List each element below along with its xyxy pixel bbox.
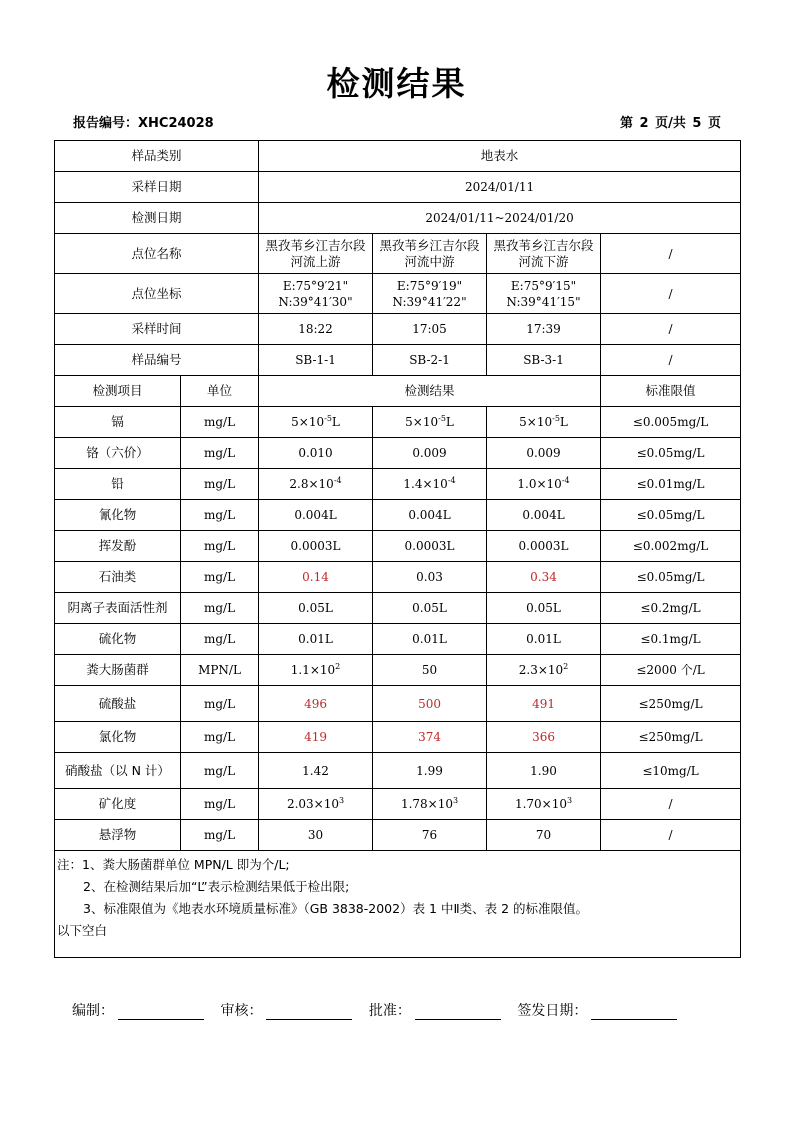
result-value-base: 0.01L xyxy=(412,632,447,646)
sample-no-3: SB-3-1 xyxy=(487,345,601,376)
result-value-base: 1.4×10 xyxy=(403,477,448,491)
result-value-exponent: -4 xyxy=(447,476,456,485)
result-value-base: 0.05L xyxy=(412,601,447,615)
site-name-2 xyxy=(373,234,487,274)
result-limit: ≤0.1mg/L xyxy=(601,624,741,655)
sample-date-value: 2024/01/11 xyxy=(259,172,741,203)
site-name-1 xyxy=(259,234,373,274)
result-value-base: 0.01L xyxy=(526,632,561,646)
sample-time-row xyxy=(55,314,741,345)
result-limit: ≤0.005mg/L xyxy=(601,407,741,438)
result-value-base: 2.8×10 xyxy=(289,477,334,491)
result-limit: ≤2000 个/L xyxy=(601,655,741,686)
result-value xyxy=(259,753,373,789)
result-unit: mg/L xyxy=(181,407,259,438)
result-value-base: 0.009 xyxy=(526,446,561,460)
result-value-exponent: 2 xyxy=(335,662,341,671)
result-row xyxy=(55,407,741,438)
note-3: 3、标准限值为《地表水环境质量标准》（GB 3838-2002）表 1 中Ⅱ类、表 2 的标准限值。 xyxy=(83,901,589,916)
result-unit: mg/L xyxy=(181,686,259,722)
sample-time-slash: / xyxy=(601,314,741,345)
sig-issue-date xyxy=(517,1000,677,1020)
result-value xyxy=(259,820,373,851)
result-unit: mg/L xyxy=(181,438,259,469)
site-name-row xyxy=(55,234,741,274)
result-limit: ≤0.002mg/L xyxy=(601,531,741,562)
result-value xyxy=(373,655,487,686)
result-limit: ≤0.05mg/L xyxy=(601,500,741,531)
result-value xyxy=(487,407,601,438)
result-value xyxy=(259,469,373,500)
result-value xyxy=(373,753,487,789)
result-value-exponent: -5 xyxy=(438,414,446,423)
result-value-base: 1.0×10 xyxy=(517,477,562,491)
sample-time-3: 17:39 xyxy=(487,314,601,345)
sample-type-label: 样品类别 xyxy=(55,141,259,172)
notes xyxy=(55,851,741,958)
result-value-exponent: 3 xyxy=(566,796,573,805)
result-value xyxy=(487,500,601,531)
test-date-label: 检测日期 xyxy=(55,203,259,234)
result-value xyxy=(373,500,487,531)
result-value xyxy=(373,438,487,469)
result-value-base: 50 xyxy=(421,663,438,677)
result-unit: mg/L xyxy=(181,593,259,624)
result-value xyxy=(373,820,487,851)
result-value xyxy=(487,686,601,722)
sig-approver-line xyxy=(415,1005,501,1020)
site-name-slash: / xyxy=(601,234,741,274)
result-value xyxy=(487,562,601,593)
header-unit: 单位 xyxy=(181,376,259,407)
result-value-base: 5×10 xyxy=(291,415,325,429)
result-row xyxy=(55,686,741,722)
result-value-suffix: L xyxy=(445,415,454,429)
result-value xyxy=(487,624,601,655)
result-value-base: 374 xyxy=(418,730,441,744)
result-value-base: 0.05L xyxy=(526,601,561,615)
result-value xyxy=(373,789,487,820)
sig-approver xyxy=(369,1000,501,1020)
result-item: 石油类 xyxy=(55,562,181,593)
result-value-base: 1.70×10 xyxy=(514,797,567,811)
result-item: 硫化物 xyxy=(55,624,181,655)
result-value-exponent: -4 xyxy=(561,476,570,485)
site-name-1-line1: 黑孜苇乡江吉尔段 xyxy=(265,237,366,253)
result-value xyxy=(373,593,487,624)
sample-type-row xyxy=(55,141,741,172)
result-value-base: 0.009 xyxy=(412,446,447,460)
sig-reviewer-label: 审核： xyxy=(220,1003,263,1019)
sample-no-1: SB-1-1 xyxy=(259,345,373,376)
sig-reviewer xyxy=(220,1000,352,1020)
site-name-3-line1: 黑孜苇乡江吉尔段 xyxy=(493,237,594,253)
result-value-exponent: -5 xyxy=(324,414,332,423)
result-value-base: 1.90 xyxy=(530,763,557,778)
page-suffix: 页 xyxy=(707,116,721,131)
sample-no-slash: / xyxy=(601,345,741,376)
result-row xyxy=(55,789,741,820)
result-value-base: 2.3×10 xyxy=(518,663,564,677)
result-value xyxy=(259,655,373,686)
result-row xyxy=(55,469,741,500)
result-value-base: 76 xyxy=(421,828,438,842)
signature-footer xyxy=(72,1000,732,1020)
result-value-base: 0.0003L xyxy=(518,539,569,553)
result-value xyxy=(487,531,601,562)
result-unit: mg/L xyxy=(181,624,259,655)
page-indicator xyxy=(620,112,721,131)
result-limit: ≤250mg/L xyxy=(601,686,741,722)
test-date-row xyxy=(55,203,741,234)
result-value-base: 1.78×10 xyxy=(400,797,453,811)
notes-row xyxy=(55,851,741,958)
result-value-base: 0.010 xyxy=(298,446,333,460)
result-row xyxy=(55,624,741,655)
result-value-exponent: -4 xyxy=(333,476,342,485)
page-total: 5 xyxy=(692,116,702,131)
results-table xyxy=(54,140,741,958)
result-item: 铬（六价） xyxy=(55,438,181,469)
result-value-base: 0.03 xyxy=(416,570,443,584)
results-header-row xyxy=(55,376,741,407)
page-separator: 页/共 xyxy=(655,116,686,131)
result-value xyxy=(373,686,487,722)
result-value-suffix: L xyxy=(331,415,340,429)
result-value-base: 491 xyxy=(532,696,555,711)
result-item: 硝酸盐（以 N 计） xyxy=(55,753,181,789)
result-value-base: 0.004L xyxy=(522,508,565,522)
site-coord-3-n: N:39°41′15" xyxy=(506,294,581,309)
sig-issue-date-label: 签发日期： xyxy=(517,1003,588,1019)
result-unit: mg/L xyxy=(181,753,259,789)
result-value-exponent: -5 xyxy=(552,414,560,423)
result-row xyxy=(55,531,741,562)
result-value-base: 1.42 xyxy=(302,763,329,778)
result-unit: mg/L xyxy=(181,562,259,593)
result-unit: mg/L xyxy=(181,500,259,531)
page-title: 检测结果 xyxy=(326,64,467,103)
site-name-label: 点位名称 xyxy=(55,234,259,274)
result-row xyxy=(55,820,741,851)
result-item: 悬浮物 xyxy=(55,820,181,851)
sample-type-value: 地表水 xyxy=(259,141,741,172)
sample-no-label: 样品编号 xyxy=(55,345,259,376)
result-item: 矿化度 xyxy=(55,789,181,820)
site-coord-3-e: E:75°9′15" xyxy=(510,278,577,293)
result-row xyxy=(55,593,741,624)
result-value xyxy=(259,624,373,655)
site-name-2-line1: 黑孜苇乡江吉尔段 xyxy=(379,237,480,253)
result-value-base: 0.05L xyxy=(298,601,333,615)
result-value xyxy=(487,469,601,500)
result-value-base: 70 xyxy=(535,828,552,842)
result-row xyxy=(55,500,741,531)
site-name-1-line2: 河流上游 xyxy=(290,253,341,269)
page-current: 2 xyxy=(639,116,649,131)
note-blank-below: 以下空白 xyxy=(57,923,108,938)
result-value xyxy=(487,722,601,753)
site-coord-1 xyxy=(259,274,373,314)
result-row xyxy=(55,438,741,469)
result-unit: mg/L xyxy=(181,789,259,820)
result-limit: ≤250mg/L xyxy=(601,722,741,753)
result-item: 氯化物 xyxy=(55,722,181,753)
result-item: 镉 xyxy=(55,407,181,438)
result-value xyxy=(259,500,373,531)
page-prefix: 第 xyxy=(620,116,634,131)
result-row xyxy=(55,753,741,789)
result-limit: ≤0.2mg/L xyxy=(601,593,741,624)
sample-time-2: 17:05 xyxy=(373,314,487,345)
result-value-base: 419 xyxy=(304,730,327,744)
site-coord-1-n: N:39°41′30" xyxy=(278,294,353,309)
result-value xyxy=(373,722,487,753)
result-value xyxy=(259,531,373,562)
result-value-base: 1.1×10 xyxy=(290,663,336,677)
result-value-base: 0.004L xyxy=(408,508,451,522)
sig-editor xyxy=(72,1000,204,1020)
result-row xyxy=(55,722,741,753)
result-row xyxy=(55,655,741,686)
result-value xyxy=(259,593,373,624)
sig-reviewer-line xyxy=(266,1005,352,1020)
site-coord-label: 点位坐标 xyxy=(55,274,259,314)
note-1: 注：1、粪大肠菌群单位 MPN/L 即为个/L; xyxy=(57,857,290,872)
result-unit: MPN/L xyxy=(181,655,259,686)
site-name-3-line2: 河流下游 xyxy=(518,253,569,269)
result-item: 阴离子表面活性剂 xyxy=(55,593,181,624)
sig-issue-date-line xyxy=(591,1005,677,1020)
result-value xyxy=(259,407,373,438)
site-coord-1-e: E:75°9′21" xyxy=(282,278,349,293)
site-coord-2-e: E:75°9′19" xyxy=(396,278,463,293)
header-limit: 标准限值 xyxy=(601,376,741,407)
note-2: 2、在检测结果后加“L”表示检测结果低于检出限; xyxy=(83,879,350,894)
sample-date-row xyxy=(55,172,741,203)
result-item: 氰化物 xyxy=(55,500,181,531)
sample-date-label: 采样日期 xyxy=(55,172,259,203)
result-value xyxy=(259,686,373,722)
result-row xyxy=(55,562,741,593)
site-coord-row xyxy=(55,274,741,314)
result-value-base: 5×10 xyxy=(519,415,553,429)
sig-editor-line xyxy=(118,1005,204,1020)
header-result: 检测结果 xyxy=(259,376,601,407)
result-value-exponent: 3 xyxy=(452,796,459,805)
header-item: 检测项目 xyxy=(55,376,181,407)
result-rows xyxy=(55,407,741,851)
result-value xyxy=(487,820,601,851)
result-value-base: 1.99 xyxy=(416,763,443,778)
result-limit: / xyxy=(601,789,741,820)
result-limit: / xyxy=(601,820,741,851)
result-unit: mg/L xyxy=(181,722,259,753)
result-value xyxy=(259,562,373,593)
sample-no-2: SB-2-1 xyxy=(373,345,487,376)
site-coord-slash: / xyxy=(601,274,741,314)
result-value xyxy=(259,722,373,753)
result-value-base: 500 xyxy=(418,696,441,711)
result-value xyxy=(487,789,601,820)
sample-time-label: 采样时间 xyxy=(55,314,259,345)
result-value xyxy=(373,562,487,593)
result-value xyxy=(373,407,487,438)
result-value xyxy=(373,624,487,655)
result-value xyxy=(373,531,487,562)
result-value-base: 0.34 xyxy=(530,570,557,584)
site-name-3 xyxy=(487,234,601,274)
result-unit: mg/L xyxy=(181,469,259,500)
sample-time-1: 18:22 xyxy=(259,314,373,345)
site-coord-3 xyxy=(487,274,601,314)
report-number: 报告编号：XHC24028 xyxy=(73,116,214,131)
sample-no-row xyxy=(55,345,741,376)
result-item: 粪大肠菌群 xyxy=(55,655,181,686)
result-value xyxy=(373,469,487,500)
site-coord-2 xyxy=(373,274,487,314)
result-value-base: 2.03×10 xyxy=(286,797,339,811)
result-value-base: 5×10 xyxy=(405,415,439,429)
result-value xyxy=(487,753,601,789)
result-item: 挥发酚 xyxy=(55,531,181,562)
result-value-base: 0.0003L xyxy=(404,539,455,553)
result-value-suffix: L xyxy=(559,415,568,429)
result-value-base: 366 xyxy=(532,730,555,744)
result-unit: mg/L xyxy=(181,820,259,851)
result-value xyxy=(259,438,373,469)
result-value xyxy=(487,593,601,624)
test-date-value: 2024/01/11~2024/01/20 xyxy=(259,203,741,234)
sig-editor-label: 编制： xyxy=(72,1003,114,1019)
result-limit: ≤10mg/L xyxy=(601,753,741,789)
result-limit: ≤0.05mg/L xyxy=(601,562,741,593)
result-value xyxy=(259,789,373,820)
result-value-base: 0.004L xyxy=(294,508,337,522)
sig-approver-label: 批准： xyxy=(368,1003,411,1019)
result-value-base: 30 xyxy=(307,828,324,842)
result-value xyxy=(487,438,601,469)
result-value-base: 0.01L xyxy=(298,632,333,646)
result-limit: ≤0.05mg/L xyxy=(601,438,741,469)
result-value-base: 496 xyxy=(304,696,327,711)
result-value xyxy=(487,655,601,686)
result-value-base: 0.14 xyxy=(302,570,329,584)
site-name-2-line2: 河流中游 xyxy=(404,253,455,269)
result-value-base: 0.0003L xyxy=(290,539,341,553)
result-value-exponent: 2 xyxy=(563,662,569,671)
result-unit: mg/L xyxy=(181,531,259,562)
result-value-exponent: 3 xyxy=(338,796,345,805)
site-coord-2-n: N:39°41′22" xyxy=(392,294,467,309)
result-limit: ≤0.01mg/L xyxy=(601,469,741,500)
result-item: 硫酸盐 xyxy=(55,686,181,722)
result-item: 铅 xyxy=(55,469,181,500)
